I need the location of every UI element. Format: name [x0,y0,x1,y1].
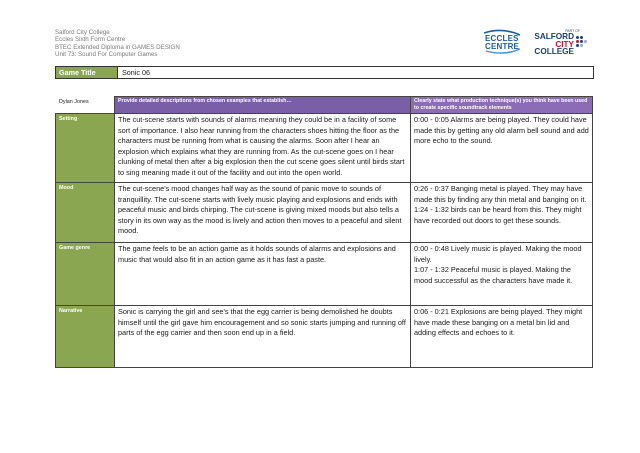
header-line: Salford City College [55,29,110,36]
sound-analysis-table [55,96,593,368]
description-cell[interactable]: The cut-scene's mood changes half way as the sound of panic move to sounds of tranquillity. The cut-scene starts with lively music playing and explosions and ends with peaceful music and birds chirping. The cut-scene is giving mixed moods but also tells a story in its own way as the mood is lively and action then moves to a peaceful and silent mood. [115,183,411,243]
technique-cell[interactable]: 0:06 - 0:21 Explosions are being played. They might have made these banging on a metal bin lid and adding effects and echoes to it. [411,306,593,368]
technique-cell[interactable]: 0:26 - 0:37 Banging metal is played. They may have made this by finding any thin metal and banging on it. 1:24 - 1:32 birds can be heard from this. They might have recorded out doors to get these sounds. [411,183,593,243]
table-row-game-genre [56,243,593,306]
table-row-mood [56,183,593,243]
techniques-header: Clearly state what production technique(s) you think have been used to create specific soundtrack elements [411,97,593,114]
centre-logo-word: CENTRE [485,42,520,51]
student-name: Dylan Jones [56,97,115,114]
header-line: BTEC Extended Diploma in GAMES DESIGN [55,43,180,51]
logo-salford-word: SALFORD [534,32,574,41]
eccles-centre-logo [482,29,522,55]
eccles-logo-word: ECCLES [485,34,519,43]
game-title-row [55,66,594,79]
row-label: Mood [56,183,115,243]
logo-part-of: PART OF [565,29,580,33]
salford-city-college-logo [530,29,590,57]
header-line: Unit 73: Sound For Computer Games [55,51,158,59]
description-cell[interactable]: Sonic is carrying the girl and see's that the egg carrier is being demolished he doubts himself until the girl gave him encouragement and so sonic starts jumping and running off parts of the egg carrier and then soon end up in a field. [115,306,411,368]
descriptions-header: Provide detailed descriptions from chosen examples that establish… [115,97,411,114]
row-label: Setting [56,114,115,183]
table-header-row [56,97,593,114]
table-row-setting [56,114,593,183]
description-cell[interactable]: The game feels to be an action game as it holds sounds of alarms and explosions and music that would also fit in an action game as it has fast a paste. [115,243,411,306]
technique-cell[interactable]: 0:00 - 0:05 Alarms are being played. They could have made this by getting any old alarm bell sound and add more echo to the sound. [411,114,593,183]
document-header [55,29,180,59]
row-label: Game genre [56,243,115,306]
row-label: Narrative [56,306,115,368]
game-title-label: Game Title [56,67,118,78]
technique-cell[interactable]: 0:00 - 0:48 Lively music is played. Making the mood lively. 1:07 - 1:32 Peaceful music is played. Making the mood successful as the characters have made it. [411,243,593,306]
logo-city-word: CITY [555,39,574,49]
description-cell[interactable]: The cut-scene starts with sounds of alarms meaning they could be in a facility of some sort of importance. I also hear running from the characters shoes hitting the floor as the characters must be running from what is causing the alarms. Soon after I hear an explosion which explains what they are running from. As the cut-scene goes on I hear clunking of metal then after a big explosion then the cut scene goes silent until birds start to sing meaning made it out of the facility and out into the open world. [115,114,411,183]
table-row-narrative [56,306,593,368]
logo-college-word: COLLEGE [534,47,574,57]
game-title-value[interactable]: Sonic 06 [122,68,150,77]
header-line: Eccles Sixth Form Centre [55,36,126,44]
